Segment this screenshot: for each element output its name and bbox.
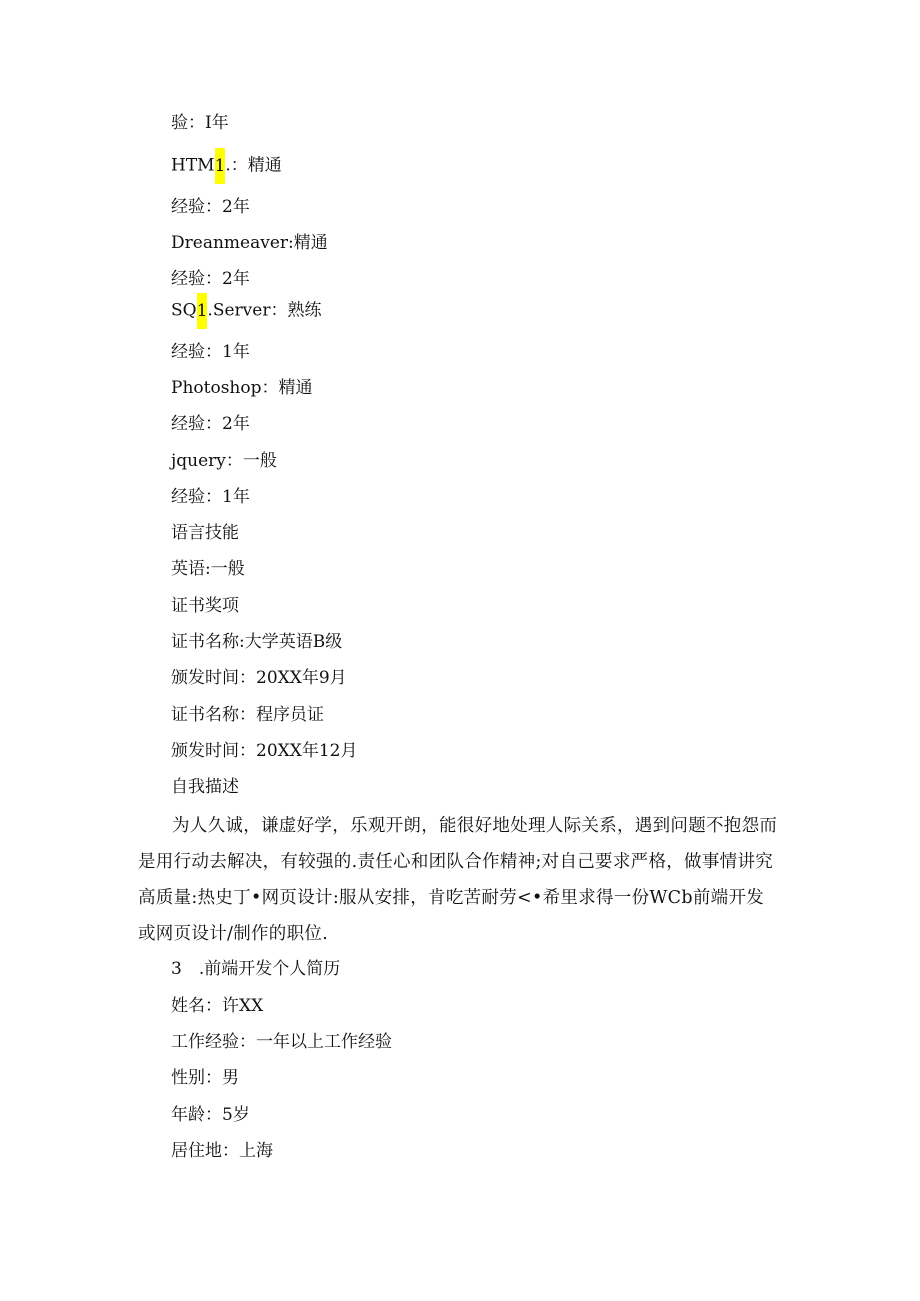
skill-text: Photoshop：精通 bbox=[171, 378, 313, 398]
language-english: 英语:一般 bbox=[171, 559, 245, 579]
certificate-name: 证书名称：程序员证 bbox=[171, 705, 324, 725]
skill-experience-line bbox=[171, 341, 250, 363]
skill-jquery-line bbox=[171, 450, 277, 472]
certificates-heading: 证书奖项 bbox=[171, 596, 239, 616]
skill-name-suffix: .：精通 bbox=[225, 155, 282, 176]
skill-name-prefix: HTM bbox=[171, 155, 215, 176]
skill-experience-line bbox=[171, 268, 250, 290]
certificate-date: 颁发时间：20XX年9月 bbox=[171, 668, 347, 688]
experience-text: 经验：1年 bbox=[171, 342, 250, 362]
language-heading: 语言技能 bbox=[171, 523, 239, 543]
experience-text: 经验：1年 bbox=[171, 487, 250, 507]
resume-age: 年龄：5岁 bbox=[171, 1105, 250, 1125]
experience-text: 经验：2年 bbox=[171, 414, 250, 434]
skill-name-prefix: SQ bbox=[171, 300, 197, 321]
skill-text: jquery：一般 bbox=[171, 451, 277, 471]
experience-text: 经验：2年 bbox=[171, 197, 250, 217]
resume-experience: 工作经验：一年以上工作经验 bbox=[171, 1032, 392, 1052]
certificate-name: 证书名称:大学英语B级 bbox=[171, 632, 343, 652]
resume-section-title: 3 .前端开发个人简历 bbox=[171, 959, 341, 979]
skill-experience-line bbox=[171, 112, 229, 134]
highlighted-char: 1 bbox=[215, 148, 226, 184]
skill-photoshop-line bbox=[171, 377, 312, 399]
self-description-paragraph: 为人久诚，谦虚好学，乐观开朗，能很好地处理人际关系，遇到问题不抱怨而是用行动去解决，有较强的.责任心和团队合作精神;对自己要求严格，做事情讲究高质量:热史丁•网页设计:服从安排，肯吃苦耐劳<•希里求得一份WCb前端开发或网页设计/制作的职位. bbox=[138, 816, 778, 944]
self-description-heading: 自我描述 bbox=[171, 777, 239, 797]
experience-text: 经验：2年 bbox=[171, 269, 250, 289]
resume-residence: 居住地：上海 bbox=[171, 1141, 273, 1161]
resume-gender: 性别：男 bbox=[171, 1068, 239, 1088]
skill-experience-line bbox=[171, 486, 250, 508]
resume-name: 姓名：许XX bbox=[171, 996, 264, 1016]
highlighted-char: 1 bbox=[197, 293, 208, 329]
skill-html-line bbox=[171, 148, 282, 184]
skill-dreamweaver-line bbox=[171, 232, 328, 254]
skill-name-suffix: .Server：熟练 bbox=[207, 300, 322, 321]
skill-text: Dreanmeaver:精通 bbox=[171, 233, 328, 253]
skill-experience-line bbox=[171, 196, 250, 218]
skill-experience-line bbox=[171, 413, 250, 435]
experience-text: 验：I年 bbox=[171, 113, 229, 133]
skill-sql-line bbox=[171, 293, 321, 329]
certificate-date: 颁发时间：20XX年12月 bbox=[171, 741, 358, 761]
